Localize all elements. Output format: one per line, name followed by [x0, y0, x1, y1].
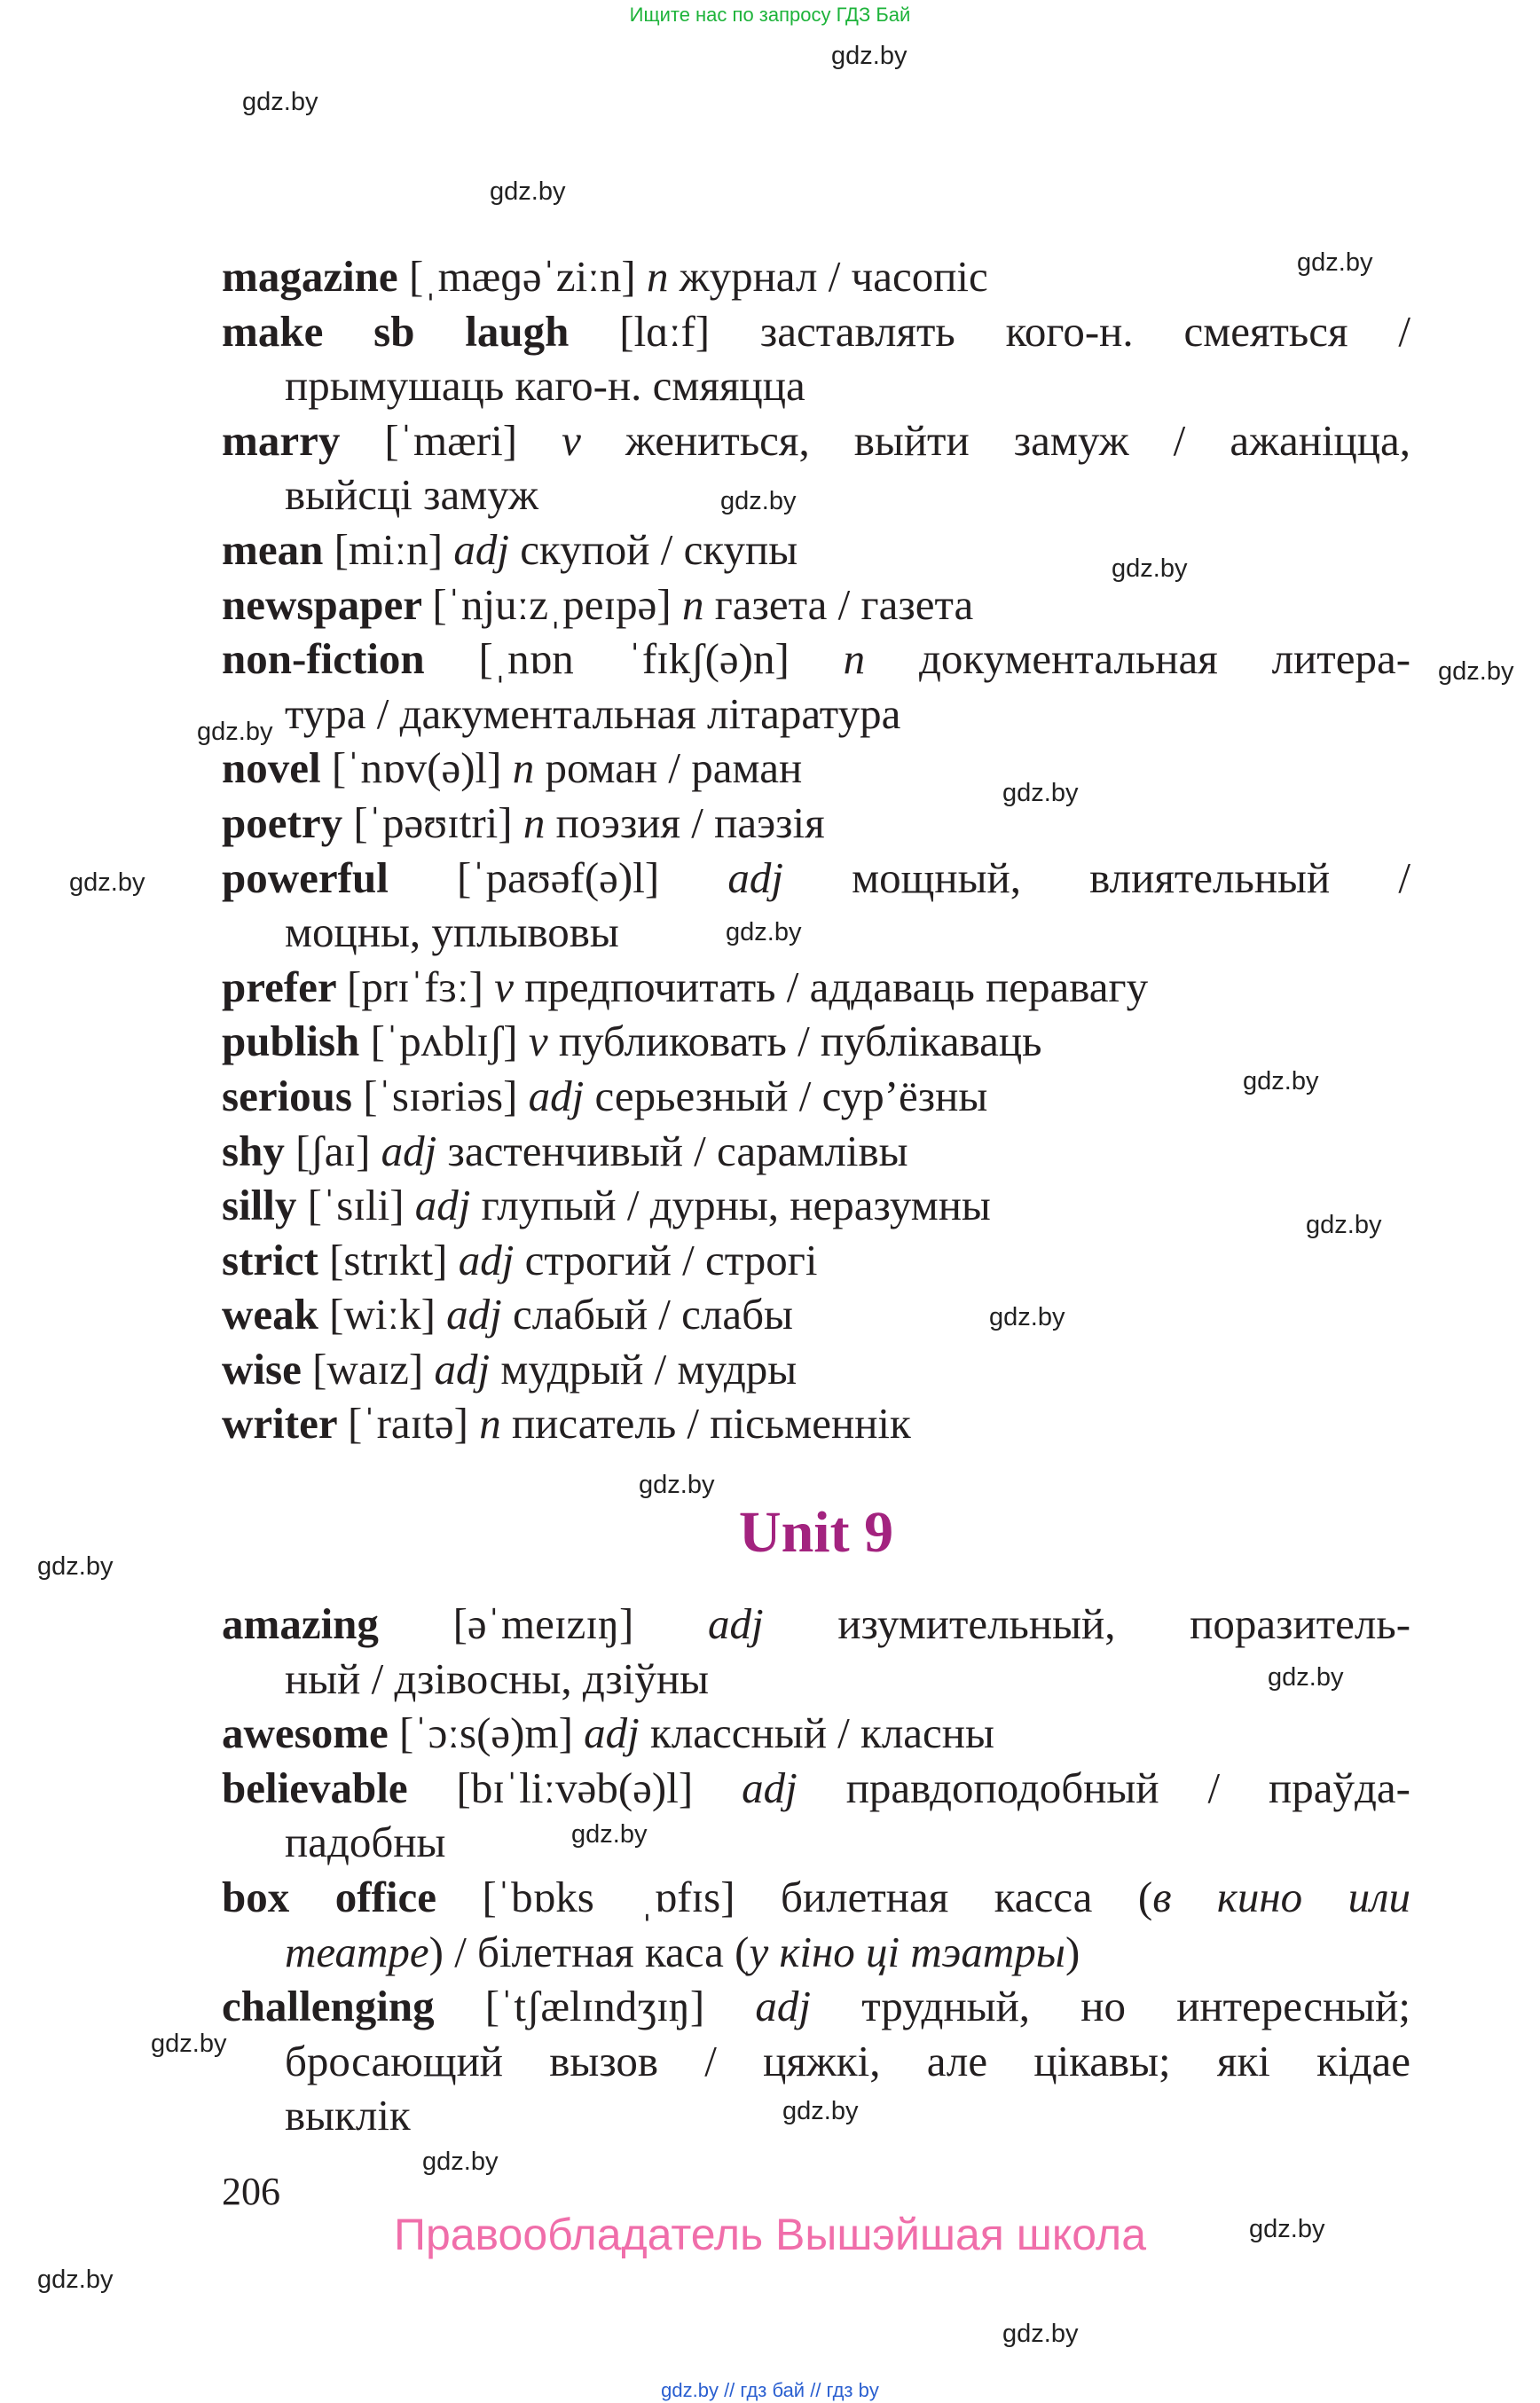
entry-text: скупой / скупы — [520, 524, 798, 574]
entry-text: [ˈɔːs(ə)m] — [399, 1708, 585, 1758]
italic-text: adj — [708, 1599, 838, 1648]
entry-text: [strɪkt] — [329, 1235, 459, 1284]
watermark: gdz.by — [571, 1820, 648, 1849]
headword: novel — [222, 743, 332, 793]
entry-line — [222, 1925, 1410, 1980]
dictionary-entry — [222, 1178, 1410, 1233]
entry-line — [222, 905, 1410, 960]
entry-text: глупый / дурны, неразумны — [481, 1181, 991, 1230]
italic-text: adj — [584, 1708, 651, 1758]
dictionary-entry — [222, 577, 1410, 632]
watermark: gdz.by — [831, 42, 908, 70]
watermark: gdz.by — [197, 718, 273, 746]
entry-text: [ˈsɪəriəs] — [363, 1071, 529, 1120]
watermark: gdz.by — [782, 2097, 859, 2125]
italic-text: n — [681, 579, 715, 629]
entry-text: публиковать / публікаваць — [558, 1017, 1042, 1066]
entry-text: [miːn] — [334, 524, 454, 574]
italic-text: adj — [755, 1982, 862, 2031]
footer-links: gdz.by // гдз бай // гдз by — [661, 2379, 879, 2401]
entry-line — [222, 1178, 1410, 1233]
dictionary-entry — [222, 249, 1410, 304]
watermark: gdz.by — [37, 1552, 114, 1581]
entry-text: газета / газета — [714, 579, 974, 629]
entry-line — [222, 1870, 1410, 1925]
entry-text: застенчивый / сарамлівы — [447, 1126, 908, 1175]
headword: weak — [222, 1290, 330, 1339]
entry-text: серьезный / сур’ёзны — [594, 1071, 988, 1120]
entry-line — [222, 358, 1410, 413]
dictionary-entry — [222, 1761, 1410, 1870]
dictionary-entry — [222, 796, 1410, 851]
entry-line — [222, 1761, 1410, 1816]
italic-text: v — [494, 962, 525, 1011]
italic-text: adj — [528, 1071, 595, 1120]
entry-text: [ˈsɪli] — [307, 1181, 415, 1230]
headword: make sb laugh — [222, 306, 620, 356]
entry-line — [222, 2034, 1410, 2089]
entry-text: [bɪˈliːvəb(ə)l] — [456, 1763, 742, 1812]
entry-text: [ˈnjuːzˌpeɪpə] — [432, 579, 682, 629]
entry-text: [ˈnɒv(ə)l] — [331, 743, 513, 793]
entry-text: классный / класны — [650, 1708, 994, 1758]
headword: silly — [222, 1181, 308, 1230]
italic-text: n — [646, 252, 680, 301]
vocabulary-list-unit-8 — [222, 249, 1410, 1451]
italic-text: adj — [727, 852, 852, 902]
entry-line — [222, 1979, 1410, 2034]
watermark: gdz.by — [726, 918, 802, 946]
watermark: gdz.by — [422, 2148, 499, 2176]
dictionary-entry — [222, 522, 1410, 577]
headword: box office — [222, 1872, 483, 1921]
entry-text: выйсці замуж — [285, 470, 538, 520]
dictionary-entry — [222, 741, 1410, 796]
headword: challenging — [222, 1982, 485, 2031]
page-number: 206 — [222, 2170, 280, 2213]
headword: mean — [222, 524, 334, 574]
headword: newspaper — [222, 579, 433, 629]
entry-text: [ˈraɪtə] — [347, 1399, 480, 1449]
dictionary-entry — [222, 1870, 1410, 1979]
entry-text: тура / дакументальная літаратура — [285, 688, 901, 738]
dictionary-entry — [222, 1597, 1410, 1706]
entry-line — [222, 467, 1410, 522]
dictionary-entry — [222, 1979, 1410, 2143]
watermark: gdz.by — [1268, 1663, 1344, 1692]
dictionary-entry — [222, 960, 1410, 1015]
entry-text: мощный, влиятельный / — [852, 852, 1410, 902]
dictionary-entry — [222, 1342, 1410, 1397]
entry-line — [222, 1706, 1410, 1761]
italic-text: n — [479, 1399, 512, 1449]
entry-line — [222, 1124, 1410, 1179]
entry-text: поэзия / паэзія — [555, 797, 825, 847]
entry-text: предпочитать / аддаваць перавагу — [524, 962, 1149, 1011]
entry-line — [222, 960, 1410, 1015]
entry-text: [ˌnɒn ˈfɪkʃ(ə)n] — [478, 634, 844, 684]
entry-line — [222, 413, 1410, 468]
entry-text: [ˌmæɡəˈziːn] — [408, 252, 647, 301]
italic-text: у кіно ці тэатры — [749, 1927, 1065, 1976]
dictionary-entry — [222, 1014, 1410, 1069]
italic-text: театре — [285, 1927, 429, 1976]
entry-text: [ˈtʃælɪndʒɪŋ] — [484, 1982, 756, 2031]
headword: writer — [222, 1399, 348, 1449]
italic-text: v — [562, 415, 625, 465]
entry-text: выклік — [285, 2091, 411, 2140]
italic-text: adj — [414, 1181, 482, 1230]
headword: prefer — [222, 962, 348, 1011]
entry-line — [222, 522, 1410, 577]
italic-text: n — [512, 743, 546, 793]
watermark: gdz.by — [1249, 2215, 1325, 2243]
headword: poetry — [222, 797, 354, 847]
entry-line — [222, 1233, 1410, 1288]
dictionary-entry — [222, 1233, 1410, 1288]
headword: amazing — [222, 1599, 453, 1648]
dictionary-entry — [222, 413, 1410, 522]
italic-text: n — [522, 797, 556, 847]
entry-line — [222, 1342, 1410, 1397]
headword: awesome — [222, 1708, 400, 1758]
headword: wise — [222, 1344, 313, 1394]
entry-text: жениться, выйти замуж / ажаніцца, — [625, 415, 1410, 465]
entry-text: [ˈbɒks ˌɒfɪs] билетная касса ( — [482, 1872, 1153, 1921]
entry-text: правдоподобный / праўда- — [845, 1763, 1410, 1812]
entry-text: [ˈpəʊɪtri] — [353, 797, 523, 847]
watermark: gdz.by — [1112, 554, 1188, 583]
italic-text: adj — [742, 1763, 846, 1812]
italic-text: adj — [446, 1290, 514, 1339]
entry-text: роман / раман — [545, 743, 803, 793]
entry-text: документальная литера- — [918, 634, 1411, 684]
watermark: gdz.by — [151, 2030, 227, 2058]
dictionary-entry — [222, 1396, 1410, 1451]
italic-text: adj — [434, 1344, 501, 1394]
dictionary-entry — [222, 1706, 1410, 1761]
entry-text: слабый / слабы — [513, 1290, 793, 1339]
watermark: gdz.by — [639, 1471, 715, 1499]
entry-line — [222, 851, 1410, 906]
watermark: gdz.by — [242, 88, 318, 116]
entry-line — [222, 632, 1410, 687]
entry-text: [ˈmæri] — [384, 415, 562, 465]
entry-text: [ʃaɪ] — [295, 1126, 381, 1175]
headword: magazine — [222, 252, 409, 301]
entry-text: [ˈpʌblɪʃ] — [370, 1017, 529, 1066]
dictionary-entry — [222, 1124, 1410, 1179]
entry-text: [wiːk] — [329, 1290, 447, 1339]
entry-text: писатель / пісьменнік — [511, 1399, 911, 1449]
watermark: gdz.by — [37, 2266, 114, 2294]
headword: shy — [222, 1126, 296, 1175]
entry-text: строгий / строгі — [524, 1235, 818, 1284]
header-note: Ищите нас по запросу ГДЗ Бай — [629, 4, 911, 26]
watermark: gdz.by — [1002, 2320, 1079, 2348]
entry-text: ) — [1065, 1927, 1080, 1976]
entry-line — [222, 1014, 1410, 1069]
entry-text: мудрый / мудры — [500, 1344, 798, 1394]
entry-line — [222, 687, 1410, 742]
entry-line — [222, 2088, 1410, 2143]
dictionary-entry — [222, 1287, 1410, 1342]
headword: powerful — [222, 852, 457, 902]
entry-text: падобны — [285, 1818, 446, 1867]
dictionary-entry — [222, 304, 1410, 413]
entry-text: трудный, но интересный; — [861, 1982, 1410, 2031]
entry-line — [222, 1815, 1410, 1870]
entry-text: моцны, уплывовы — [285, 907, 619, 957]
entry-text: прымушаць каго-н. смяяцца — [285, 361, 805, 411]
entry-text: ) / білетная каса ( — [428, 1927, 750, 1976]
watermark: gdz.by — [490, 177, 566, 206]
italic-text: в кино или — [1152, 1872, 1410, 1921]
dictionary-entry — [222, 1069, 1410, 1124]
entry-text: [əˈmeɪzɪŋ] — [452, 1599, 709, 1648]
entry-line — [222, 741, 1410, 796]
entry-line — [222, 304, 1410, 359]
headword: believable — [222, 1763, 457, 1812]
entry-line — [222, 1396, 1410, 1451]
entry-text: ный / дзівосны, дзіўны — [285, 1653, 710, 1703]
italic-text: v — [528, 1017, 559, 1066]
headword: serious — [222, 1071, 364, 1120]
headword: publish — [222, 1017, 371, 1066]
watermark: gdz.by — [1243, 1067, 1319, 1095]
entry-text: [lɑːf] заставлять кого-н. смеяться / — [619, 306, 1410, 356]
entry-text: [prɪˈfɜː] — [347, 962, 495, 1011]
entry-text: бросающий вызов / цяжкі, але цікавы; які кідае — [285, 2036, 1410, 2085]
vocabulary-list-unit-9 — [222, 1597, 1410, 2143]
entry-text: [ˈpaʊəf(ə)l] — [457, 852, 728, 902]
entry-line — [222, 796, 1410, 851]
entry-line — [222, 1652, 1410, 1707]
watermark: gdz.by — [69, 868, 145, 897]
dictionary-entry — [222, 851, 1410, 960]
entry-line — [222, 249, 1410, 304]
italic-text: adj — [458, 1235, 525, 1284]
watermark: gdz.by — [720, 487, 797, 515]
watermark: gdz.by — [989, 1303, 1065, 1331]
entry-text: журнал / часопіс — [679, 252, 988, 301]
entry-text: изумительный, поразитель- — [837, 1599, 1411, 1648]
watermark: gdz.by — [1297, 248, 1373, 277]
entry-line — [222, 577, 1410, 632]
entry-text: [waɪz] — [312, 1344, 435, 1394]
italic-text: n — [843, 634, 919, 684]
dictionary-entry — [222, 632, 1410, 741]
italic-text: adj — [381, 1126, 448, 1175]
headword: strict — [222, 1235, 330, 1284]
entry-line — [222, 1287, 1410, 1342]
headword: non-fiction — [222, 634, 479, 684]
watermark: gdz.by — [1002, 779, 1079, 807]
watermark: gdz.by — [1438, 657, 1514, 686]
italic-text: adj — [453, 524, 521, 574]
entry-line — [222, 1597, 1410, 1652]
watermark: gdz.by — [1306, 1211, 1382, 1239]
headword: marry — [222, 415, 385, 465]
entry-line — [222, 1069, 1410, 1124]
copyright-holder: Правообладатель Вышэйшая школа — [394, 2210, 1146, 2259]
unit-heading: Unit 9 — [738, 1500, 894, 1565]
